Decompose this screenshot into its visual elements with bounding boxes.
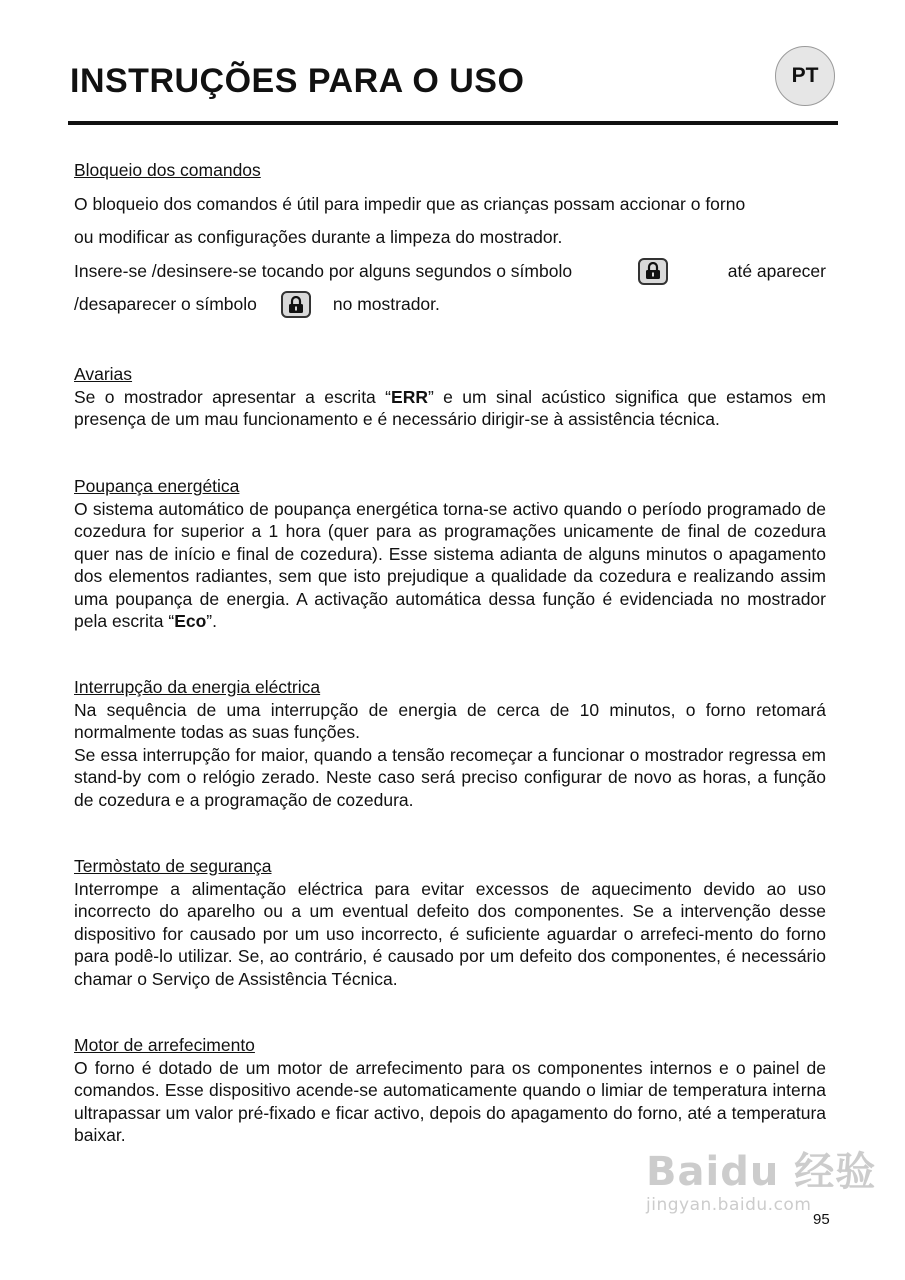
paragraph: ou modificar as configurações durante a limpeza do mostrador.: [74, 227, 563, 247]
error-code: ERR: [391, 386, 428, 407]
text-fragment: ” e um sinal acústico significa que estamos em presença de um mau funcionamento e é necessário dirigir-se à assistência técnica.: [74, 386, 827, 429]
watermark-url: jingyan.baidu.com: [646, 1195, 812, 1215]
paragraph: Se essa interrupção for maior, quando a tensão recomeçar a funcionar o mostrador regressa em stand-by com o relógio zerado. Neste caso será preciso configurar de novo as horas, a função de cozedura e a programação de cozedura.: [74, 744, 826, 810]
section-heading: Poupança energética: [74, 476, 240, 496]
lock-instruction-line: [74, 255, 826, 289]
title-divider: [68, 121, 838, 125]
section-faults: [74, 363, 826, 431]
text-fragment: /desaparecer o símbolo: [74, 294, 257, 314]
padlock-icon: [638, 258, 668, 285]
text-fragment: no mostrador.: [332, 294, 440, 314]
section-heading: Bloqueio dos comandos: [74, 160, 261, 180]
text-fragment: até aparecer: [727, 260, 826, 281]
baidu-watermark: [646, 1140, 876, 1215]
page-title: INSTRUÇÕES PARA O USO: [70, 62, 525, 100]
section-heading: Avarias: [74, 364, 133, 384]
text-fragment: ”.: [206, 611, 217, 631]
text-fragment: Insere-se /desinsere-se tocando por alguns segundos o símbolo: [74, 260, 573, 281]
paragraph: [74, 386, 826, 431]
paragraph: [74, 498, 826, 633]
page-number: 95: [813, 1211, 830, 1228]
section-heading: Motor de arrefecimento: [74, 1035, 255, 1055]
eco-label: Eco: [174, 611, 207, 631]
section-power-interruption: [74, 676, 826, 811]
paragraph: O bloqueio dos comandos é útil para impedir que as crianças possam accionar o forno: [74, 193, 746, 214]
section-cooling-motor: [74, 1034, 826, 1147]
paragraph: O forno é dotado de um motor de arrefecimento para os componentes internos e o painel de comandos. Esse dispositivo acende-se automaticamente quando o limiar de temperatura interna ultrapassar um valor pré-fixado e ficar activo, depois do apagamento do forno, até a temperatura baixar.: [74, 1057, 826, 1145]
paragraph: Interrompe a alimentação eléctrica para evitar excessos de aquecimento devido ao uso incorrecto do aparelho ou a um eventual defeito dos componentes. Se a intervenção desse dispositivo for causado por um uso incorrecto, é suficiente aguardar o arrefeci-mento do forno para podê-lo utilizar. Se, ao contrário, é causado por um defeito dos componentes, é necessário chamar o Serviço de Assistência Técnica.: [74, 878, 826, 989]
section-heading: Interrupção da energia eléctrica: [74, 677, 321, 697]
section-heading: Termòstato de segurança: [74, 856, 272, 876]
watermark-logo-text: Baidu 经验: [646, 1149, 877, 1195]
padlock-icon: [281, 291, 311, 318]
paragraph: Na sequência de uma interrupção de energia de cerca de 10 minutos, o forno retomará normalmente todas as suas funções.: [74, 699, 826, 742]
section-energy: [74, 475, 826, 633]
text-fragment: O sistema automático de poupança energética torna-se activo quando o período programado de cozedura for superior a 1 hora (quer para as programações unicamente de final de cozedura quer nas de início e final de cozedura). Esse sistema adianta de alguns minutos o apagamento dos elementos radiantes, sem que isto prejudique a qualidade da cozedura e realizando assim uma poupança de energia. A activação automática dessa função é evidenciada no mostrador pela escrita “: [74, 498, 826, 631]
language-badge: PT: [775, 46, 835, 106]
lock-instruction-line: [74, 288, 826, 322]
section-safety-thermostat: [74, 855, 826, 990]
section-lock: [74, 154, 826, 322]
text-fragment: Se o mostrador apresentar a escrita “: [74, 386, 392, 407]
